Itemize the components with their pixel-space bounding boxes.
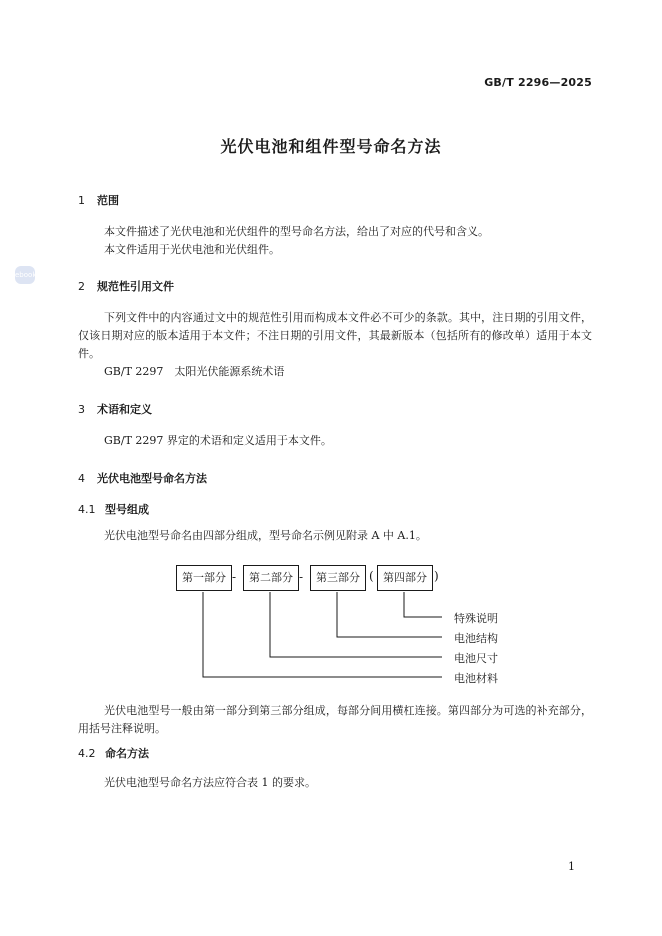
diagram-box-part1: 第一部分 <box>176 565 232 591</box>
paragraph: 下列文件中的内容通过文中的规范性引用而构成本文件必不可少的条款。其中，注日期的引用文件，仅该日期对应的版本适用于本文件；不注日期的引用文件，其最新版本（包括所有的修改单）适用于本文件。 <box>78 311 592 360</box>
section-number: 4.2 <box>78 747 96 760</box>
section-4-heading <box>78 470 207 486</box>
diagram-separator: - <box>299 570 304 584</box>
section-number: 4.1 <box>78 503 96 516</box>
paragraph: 本文件描述了光伏电池和光伏组件的型号命名方法，给出了对应的代号和含义。 <box>104 225 489 238</box>
section-4-1-heading <box>78 501 149 517</box>
section-number: 4 <box>78 472 85 485</box>
diagram-close-paren: ) <box>434 569 439 583</box>
document-title: 光伏电池和组件型号命名方法 <box>220 137 442 156</box>
diagram-box-part3: 第三部分 <box>310 565 366 591</box>
section-number: 2 <box>78 280 85 293</box>
page-number: 1 <box>568 860 575 873</box>
section-title: 范围 <box>97 194 119 207</box>
section-title: 命名方法 <box>105 747 149 760</box>
connector-part2 <box>270 592 442 657</box>
section-3-heading <box>78 401 152 417</box>
diagram-box-part4: 第四部分 <box>377 565 433 591</box>
diagram-label-special-note: 特殊说明 <box>454 612 498 625</box>
section-title: 规范性引用文件 <box>97 280 174 293</box>
section-number: 1 <box>78 194 85 207</box>
diagram-label-cell-structure: 电池结构 <box>454 632 498 645</box>
connector-part1 <box>203 592 442 677</box>
paragraph: 光伏电池型号命名方法应符合表 1 的要求。 <box>104 776 316 789</box>
reference-entry: GB/T 2297 太阳光伏能源系统术语 <box>104 365 285 378</box>
standard-number: GB/T 2296—2025 <box>484 76 592 89</box>
diagram-separator: - <box>232 570 237 584</box>
paragraph: GB/T 2297 界定的术语和定义适用于本文件。 <box>104 434 332 447</box>
diagram-label-cell-material: 电池材料 <box>454 672 498 685</box>
section-1-heading <box>78 192 119 208</box>
diagram-label-cell-size: 电池尺寸 <box>454 652 498 665</box>
paragraph: 光伏电池型号命名由四部分组成，型号命名示例见附录 A 中 A.1。 <box>104 529 427 542</box>
section-title: 光伏电池型号命名方法 <box>97 472 207 485</box>
diagram-open-paren: ( <box>369 569 374 583</box>
diagram-box-part2: 第二部分 <box>243 565 299 591</box>
connector-part3 <box>337 592 442 637</box>
section-4-2-heading <box>78 745 149 761</box>
paragraph: 光伏电池型号一般由第一部分到第三部分组成，每部分间用横杠连接。第四部分为可选的补充部分，用括号注释说明。 <box>78 704 592 735</box>
paragraph: 本文件适用于光伏电池和光伏组件。 <box>104 243 280 256</box>
section-title: 型号组成 <box>105 503 149 516</box>
section-title: 术语和定义 <box>97 403 152 416</box>
connector-part4 <box>404 592 442 617</box>
section-2-heading <box>78 278 174 294</box>
section-number: 3 <box>78 403 85 416</box>
watermark-badge: ebook <box>15 266 35 284</box>
